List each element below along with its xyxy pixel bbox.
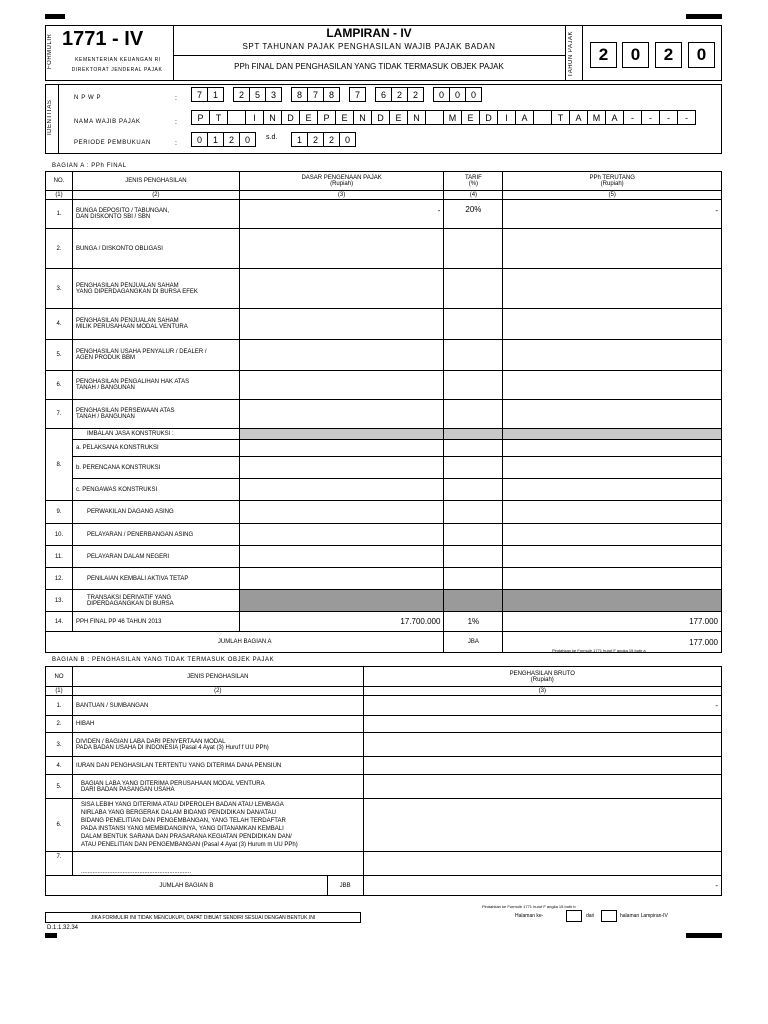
nama-char-box[interactable]: P [317,110,336,125]
year-digit-1: 2 [590,42,617,68]
periode-end-digit-box[interactable]: 2 [323,132,340,147]
nama-char-box[interactable]: P [191,110,210,125]
table-row: 5. BAGIAN LABA YANG DITERIMA PERUSAHAAN MODAL VENTURA DARI BADAN PASANGAN USAHA [46,775,722,799]
corner-mark-top-left [45,14,65,19]
formulir-label: FORMULIR [47,33,53,69]
sd-label: s.d. [266,134,278,141]
col-jenis-header: JENIS PENGHASILAN [72,172,239,191]
npwp-digit-box[interactable]: 0 [433,87,450,102]
r1-dasar-value[interactable]: - [239,200,444,229]
nama-char-box[interactable]: D [371,110,390,125]
table-row: a. PELAKSANA KONSTRUKSI [46,440,722,457]
halaman-lampiran-label: halaman Lampiran-IV [620,913,668,919]
table-row: 10. PELAYARAN / PENERBANGAN ASING [46,524,722,546]
b-r1-value[interactable]: - [363,696,721,716]
dari-label: dari [586,913,595,919]
jumlah-bagian-b-label: JUMLAH BAGIAN B [46,876,328,896]
table-row: 6. SISA LEBIH YANG DITERIMA ATAU DIPEROLEH BADAN ATAU LEMBAGA NIRLABA YANG BERGERAK DALAM BIDANG PENDIDIKAN DAN/ATAU BIDANG PENELITIAN DAN PENGEMBANGAN, YANG TELAH TERDAFTAR PADA INSTANSI YANG MEMBIDANGINYA, YANG DITANAMKAN KEMBALI DALAM BENTUK SARANA DAN PRASARANA KEGIATAN PENDIDIKAN DAN/ ATAU PENELITIAN DAN PENGEMBANGAN (Pasal 4 Ayat (3) Hurum m UU PPh) [46,799,722,852]
nama-char-box[interactable]: A [515,110,534,125]
table-row: 3. PENGHASILAN PENJUALAN SAHAM YANG DIPERDAGANGKAN DI BURSA EFEK [46,269,722,309]
nama-char-box[interactable]: N [353,110,372,125]
year-digit-4: 0 [688,42,715,68]
table-row: 4. PENGHASILAN PENJUALAN SAHAM MILIK PERUSAHAAN MODAL VENTURA [46,309,722,340]
footer-note: JIKA FORMULIR INI TIDAK MENCUKUPI, DAPAT DIBUAT SENDIRI SESUAI DENGAN BENTUK INI [45,912,361,923]
nama-char-box[interactable]: D [479,110,498,125]
table-row: 4. IURAN DAN PENGHASILAN TERTENTU YANG DITERIMA DANA PENSIUN [46,757,722,775]
table-row: 1. BANTUAN / SUMBANGAN - [46,696,722,716]
table-row: 5. PENGHASILAN USAHA PENYALUR / DEALER / AGEN PRODUK BBM [46,340,722,371]
jumlah-bagian-a-label: JUMLAH BAGIAN A [46,632,444,653]
nama-char-box[interactable] [533,110,552,125]
npwp-digit-box[interactable]: 8 [323,87,340,102]
nama-char-box[interactable]: A [569,110,588,125]
jba-code: JBA [444,632,503,653]
npwp-digit-box[interactable]: 7 [191,87,208,102]
year-digit-3: 2 [655,42,682,68]
nama-char-box[interactable]: - [659,110,678,125]
table-row: 2. BUNGA / DISKONTO OBLIGASI [46,229,722,269]
r14-dasar-value[interactable]: 17.700.000 [239,612,444,632]
periode-end-digit-box[interactable]: 2 [307,132,324,147]
table-row: 14. PPH FINAL PP 46 TAHUN 2013 17.700.000 1% 177.000 [46,612,722,632]
identitas-label: IDENTITAS [47,99,53,135]
table-row: c. PENGAWAS KONSTRUKSI [46,479,722,501]
table-row: 6. PENGHASILAN PENGALIHAN HAK ATAS TANAH / BANGUNAN [46,371,722,400]
jbb-value[interactable]: - [363,876,721,896]
col-pph-header: PPh TERUTANG (Rupiah) [503,172,722,191]
jba-value[interactable]: 177.000 [503,632,722,653]
npwp-digit-box[interactable]: 3 [265,87,282,102]
nama-wajib-pajak-label: NAMA WAJIB PAJAK [74,119,141,125]
bagian-a-table: NO. JENIS PENGHASILAN DASAR PENGENAAN PAJAK (Rupiah) TARIF (%) PPh TERUTANG (Rupiah) (1) (2) (3) (4) (5) 1. BUNGA DEPOSITO / TABUNGAN, DAN DISKONTO SBI / SBN - 20% - 2. BUNGA / DISKONTO OBLIGASI 3. PENGHASILAN PENJUALAN SAHAM YANG DIPERDAGANGKAN DI BURSA EFEK 4. PENGHASILAN PENJUALAN SAHAM MILIK PERUSAHAAN MODAL VENTURA 5. PENGHASILAN USAHA PENYALUR / DEALER / AGEN PRODUK BBM 6. PENGHASILAN PENGALIHAN HAK ATAS TANAH / BANGUNAN 7. PENGHASILAN PERSEWAAN ATAS TANAH / BANGUNAN 8. IMBALAN JASA KONSTRUKSI : a. PELAKSANA KONSTRUKSI b. PERENCANA KONSTRUKSI c. PENGAWAS KONSTRUKSI 9. PERWAKILAN DAGANG ASING 10. PELAYARAN / PENERBANGAN ASING 11. PELAYARAN DALAM NEGERI 12. PENILAIAN KEMBALI AKTIVA TETAP 13. TRANSAKSI DERIVATIF YANG DIPERDAGANGKAN DI BURSA 14. PPH FINAL PP 46 TAHUN 2013 17.700.000 1% 177.000 JUMLAH BAGIAN A JBA 177.000 [45,171,722,653]
nama-char-box[interactable] [425,110,444,125]
bagian-b-footnote: Pindahkan ke Formulir 1771 huruf F angka 15 butir b [482,904,576,909]
table-row: 3. DIVIDEN / BAGIAN LABA DARI PENYERTAAN MODAL PADA BADAN USAHA DI INDONESIA (Pasal 4 Ayat (3) Huruf f UU PPh) [46,733,722,757]
nama-char-box[interactable]: I [497,110,516,125]
nama-char-box[interactable]: T [551,110,570,125]
form-number: 1771 - IV [62,28,144,50]
jbb-code: JBB [327,876,363,896]
form-code: D.1.1.32.34 [47,925,79,931]
table-row: 7. .................................................................. [46,852,722,876]
directorate-name: DIREKTORAT JENDERAL PAJAK [71,67,163,73]
npwp-label: N P W P [74,95,102,101]
bagian-a-footnote: Pindahkan ke Formulir 1771 huruf F angka 15 butir a [552,648,646,653]
ministry-name: KEMENTERIAN KEUANGAN RI [75,57,161,63]
npwp-digit-box[interactable]: 1 [207,87,224,102]
nama-char-box[interactable]: A [605,110,624,125]
table-row: 1. BUNGA DEPOSITO / TABUNGAN, DAN DISKONTO SBI / SBN - 20% - [46,200,722,229]
nama-char-box[interactable]: M [587,110,606,125]
r14-pph-value[interactable]: 177.000 [503,612,722,632]
periode-end-digit-box[interactable]: 0 [339,132,356,147]
tahun-pajak-label: TAHUN PAJAK [568,31,574,77]
table-row: 12. PENILAIAN KEMBALI AKTIVA TETAP [46,568,722,590]
npwp-digit-box[interactable]: 7 [349,87,366,102]
nama-char-box[interactable]: E [389,110,408,125]
total-halaman-input[interactable] [601,910,617,922]
periode-pembukuan-label: PERIODE PEMBUKUAN [74,140,151,146]
npwp-digit-box[interactable]: 6 [375,87,392,102]
table-row: 11. PELAYARAN DALAM NEGERI [46,546,722,568]
table-row: 2. HIBAH [46,716,722,733]
npwp-digit-box[interactable]: 2 [407,87,424,102]
col-no-header: NO. [46,172,73,191]
halaman-label: Halaman ke- [515,913,544,919]
jumlah-bagian-b-row [46,876,722,896]
r14-tarif-value: 1% [444,612,503,632]
npwp-digit-box[interactable]: 2 [233,87,250,102]
nama-char-box[interactable]: E [461,110,480,125]
nama-char-box[interactable]: E [299,110,318,125]
col-bruto-header: PENGHASILAN BRUTO (Rupiah) [363,667,721,687]
nama-char-box[interactable]: I [245,110,264,125]
table-row: b. PERENCANA KONSTRUKSI [46,457,722,479]
r1-pph-value[interactable]: - [503,200,722,229]
col-tarif-header: TARIF (%) [444,172,503,191]
table-row: 13. TRANSAKSI DERIVATIF YANG DIPERDAGANGKAN DI BURSA [46,590,722,612]
nama-char-box[interactable]: M [443,110,462,125]
nama-char-box[interactable]: N [263,110,282,125]
page-subtitle-2: PPh FINAL DAN PENGHASILAN YANG TIDAK TERMASUK OBJEK PAJAK [234,62,504,71]
col-dasar-header: DASAR PENGENAAN PAJAK (Rupiah) [239,172,444,191]
nama-char-box[interactable] [227,110,246,125]
table-row: 7. PENGHASILAN PERSEWAAN ATAS TANAH / BANGUNAN [46,400,722,429]
nama-char-box[interactable]: - [641,110,660,125]
corner-mark-bottom-right [686,933,722,938]
page-title: LAMPIRAN - IV [326,26,412,40]
npwp-digit-box[interactable]: 0 [465,87,482,102]
bagian-b-title: BAGIAN B : PENGHASILAN YANG TIDAK TERMASUK OBJEK PAJAK [52,657,275,663]
periode-start-digit-box[interactable]: 0 [239,132,256,147]
nama-char-box[interactable]: - [623,110,642,125]
bagian-a-title: BAGIAN A : PPh FINAL [52,163,127,169]
halaman-input[interactable] [566,910,582,922]
npwp-digit-box[interactable]: 7 [307,87,324,102]
table-row: 9. PERWAKILAN DAGANG ASING [46,501,722,524]
bagian-b-table: NO JENIS PENGHASILAN PENGHASILAN BRUTO (Rupiah) (1) (2) (3) 1. BANTUAN / SUMBANGAN - 2. HIBAH 3. DIVIDEN / BAGIAN LABA DARI PENYERTAAN MODAL PADA BADAN USAHA DI INDONESIA (Pasal 4 Ayat (3) Huruf f UU PPh) 4. IURAN DAN PENGHASILAN TERTENTU YANG DITERIMA DANA PENSIUN 5. BAGIAN LABA YANG DITERIMA PERUSAHAAN MODAL VENTURA DARI BADAN PASANGAN USAHA 6. SISA LEBIH YANG DITERIMA ATAU DIPEROLEH BADAN ATAU LEMBAGA NIRLABA YANG BERGERAK DALAM BIDANG PENDIDIKAN DAN/ATAU BIDANG PENELITIAN DAN PENGEMBANGAN, YANG TELAH TERDAFTAR PADA INSTANSI YANG MEMBIDANGINYA, YANG DITANAMKAN KEMBALI DALAM BENTUK SARANA DAN PRASARANA KEGIATAN PENDIDIKAN DAN/ ATAU PENELITIAN DAN PENGEMBANGAN (Pasal 4 Ayat (3) Hurum m UU PPh) 7. .................................................................. JUMLAH BAGIAN B JBB - [45,666,722,896]
periode-end-digit-box[interactable]: 1 [291,132,308,147]
r1-tarif-value: 20% [444,200,503,229]
page-subtitle: SPT TAHUNAN PAJAK PENGHASILAN WAJIB PAJAK BADAN [242,42,496,51]
periode-start-digit-box[interactable]: 0 [191,132,208,147]
npwp-digit-box[interactable]: 0 [449,87,466,102]
npwp-digit-box[interactable]: 8 [291,87,308,102]
col-jenis-header: JENIS PENGHASILAN [72,667,363,687]
nama-char-box[interactable]: E [335,110,354,125]
corner-mark-top-right [686,14,722,19]
nama-char-box[interactable]: D [281,110,300,125]
periode-start-digit-box[interactable]: 1 [207,132,224,147]
nama-char-box[interactable]: T [209,110,228,125]
corner-mark-bottom-left [45,933,57,938]
nama-char-box[interactable]: - [677,110,696,125]
periode-start-digit-box[interactable]: 2 [223,132,240,147]
npwp-digit-box[interactable]: 2 [391,87,408,102]
table-row: 8. IMBALAN JASA KONSTRUKSI : [46,429,722,440]
year-digit-2: 0 [622,42,649,68]
nama-char-box[interactable]: N [407,110,426,125]
npwp-digit-box[interactable]: 5 [249,87,266,102]
